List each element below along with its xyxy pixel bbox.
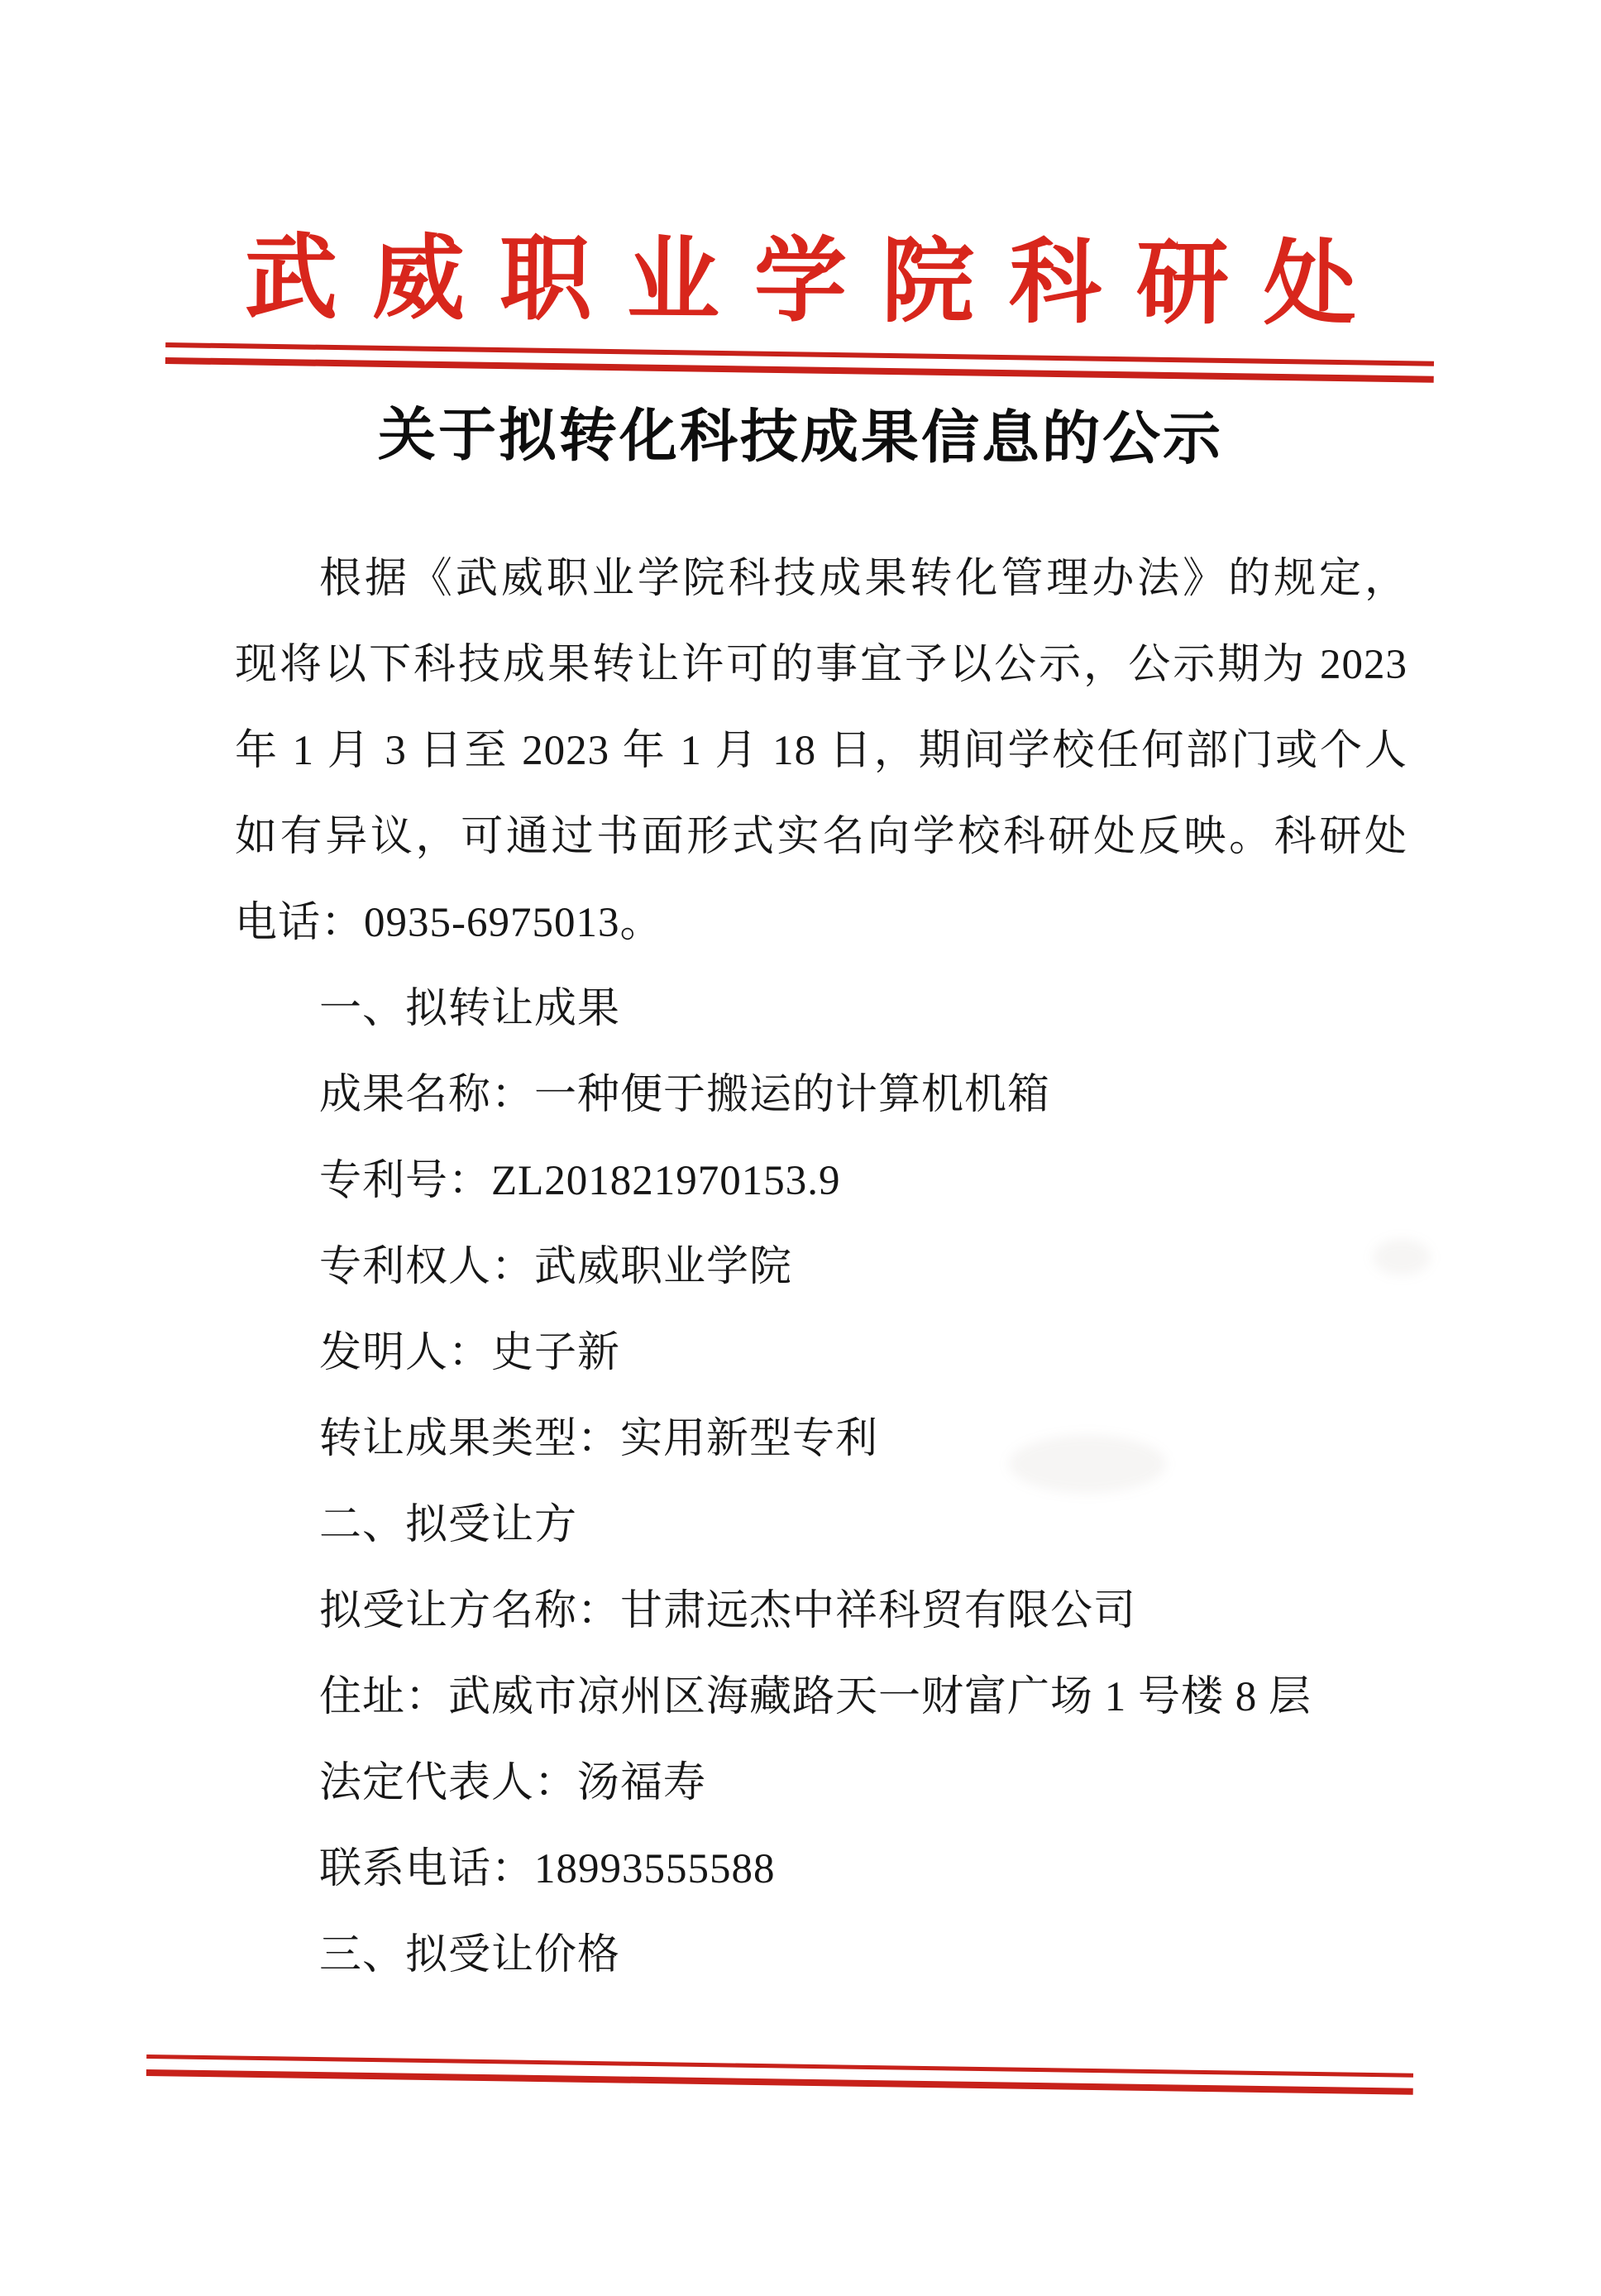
field-patent-holder: 专利权人：武威职业学院 <box>319 1244 793 1290</box>
paragraph-line: 年 1 月 3 日至 2023 年 1 月 18 日，期间学校任何部门或个人 <box>235 728 1407 774</box>
footer-double-rule <box>146 2054 1413 2095</box>
scan-smudge <box>1373 1239 1431 1275</box>
paragraph-line-phone: 电话：0935-6975013。 <box>235 900 663 946</box>
section-2-heading: 二、拟受让方 <box>319 1502 578 1548</box>
document-body <box>235 536 1407 1998</box>
scan-smudge <box>1009 1435 1166 1493</box>
masthead-double-rule <box>165 342 1434 383</box>
paragraph-line: 如有异议，可通过书面形式实名向学校科研处反映。科研处 <box>235 814 1407 860</box>
field-achievement-name: 成果名称：一种便于搬运的计算机机箱 <box>319 1072 1051 1118</box>
masthead-title: 武威职业学院科研处 <box>244 227 1392 337</box>
field-patent-number: 专利号：ZL201821970153.9 <box>319 1158 841 1204</box>
field-legal-representative: 法定代表人：汤福寿 <box>319 1760 707 1806</box>
section-3-heading: 三、拟受让价格 <box>319 1932 621 1978</box>
document-title: 关于拟转化科技成果信息的公示 <box>377 404 1224 472</box>
field-contact-phone: 联系电话：18993555588 <box>319 1846 776 1892</box>
field-transferee-name: 拟受让方名称：甘肃远杰中祥科贸有限公司 <box>319 1588 1137 1634</box>
field-transferee-address: 住址：武威市凉州区海藏路天一财富广场 1 号楼 8 层 <box>319 1674 1312 1720</box>
paragraph-line: 根据《武威职业学院科技成果转化管理办法》的规定， <box>319 556 1407 602</box>
section-1-heading: 一、拟转让成果 <box>319 986 621 1032</box>
field-inventor: 发明人：史子新 <box>319 1330 621 1376</box>
field-transfer-type: 转让成果类型：实用新型专利 <box>319 1416 879 1462</box>
paragraph-line: 现将以下科技成果转让许可的事宜予以公示，公示期为 2023 <box>235 642 1407 688</box>
